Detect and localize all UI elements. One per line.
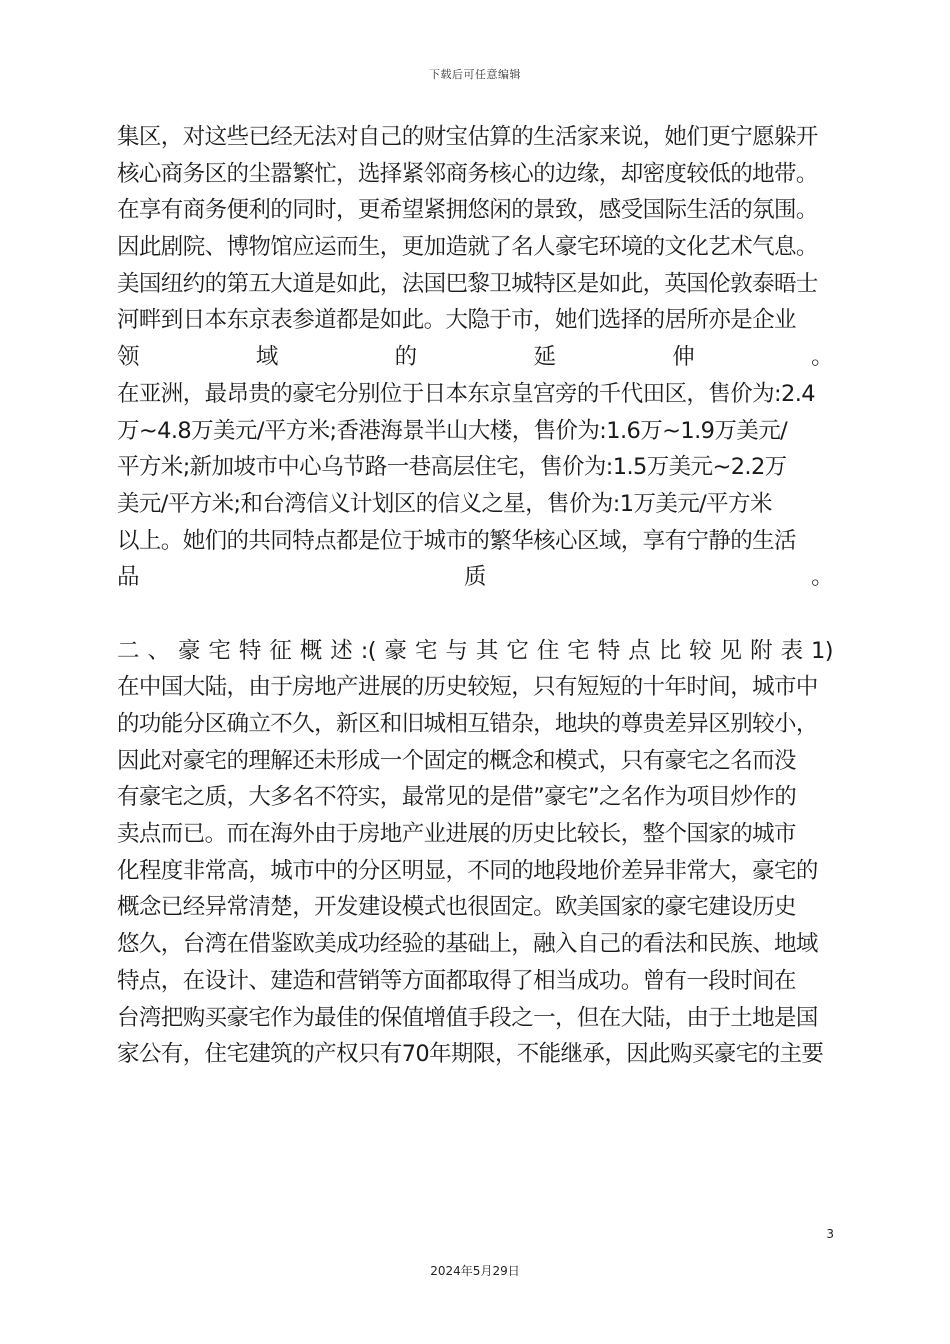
text-line: 在中国大陆，由于房地产进展的历史较短，只有短短的十年时间，城市中 [117,674,818,701]
footer-date: 2024年5月29日 [430,1264,520,1278]
spread-char: 域 [255,344,278,371]
page-number: 3 [826,1227,834,1241]
heading-char: 见 [719,637,742,664]
text-line: 以上。她们的共同特点都是位于城市的繁华核心区域，享有宁静的生活 [117,527,796,554]
heading-char: 、 [147,637,170,664]
section-heading [117,633,833,670]
heading-char: 附 [750,637,773,664]
spread-char: 。 [811,344,833,371]
heading-char: 点 [628,637,651,664]
text-line: 在亚洲，最昂贵的豪宅分别位于日本东京皇宫旁的千代田区，售价为:2.4 [117,380,815,407]
heading-char: 宅 [567,637,590,664]
spread-char: 。 [811,564,833,591]
spread-char: 的 [394,344,417,371]
text-line: 的功能分区确立不久，新区和旧城相互错杂，地块的尊贵差异区别较小， [117,711,818,737]
text-line: 卖点而已。而在海外由于房地产业进展的历史比较长，整个国家的城市 [117,821,796,848]
text-line: 有豪宅之质，大多名不符实，最常见的是借”豪宅”之名作为项目炒作的 [117,784,797,811]
heading-char: 概 [299,637,322,664]
paragraph-2 [117,376,833,596]
text-line: 集区，对这些已经无法对自己的财宝估算的生活家来说，她们更宁愿躲开 [117,124,818,150]
spread-char: 品 [117,564,139,591]
heading-char: 二 [117,637,139,664]
text-line: 美元/平方米;和台湾信义计划区的信义之星，售价为:1万美元/平方米 [117,490,772,517]
document-body [117,119,833,1073]
heading-char: 征 [269,637,292,664]
heading-char: 特 [238,637,261,664]
paragraph-3 [117,669,833,1073]
text-line: 因此对豪宅的理解还未形成一个固定的概念和模式，只有豪宅之名而没 [117,747,796,774]
heading-char: 1) [811,637,833,664]
blank-line [117,596,833,633]
text-line: 概念已经异常清楚，开发建设模式也很固定。欧美国家的豪宅建设历史 [117,894,796,921]
heading-char: :( [360,637,376,664]
heading-char: 它 [506,637,529,664]
heading-char: 其 [475,637,498,664]
text-line: 在享有商务便利的同时，更希望紧拥悠闲的景致，感受国际生活的氛围。 [117,197,818,224]
text-line: 悠久，台湾在借鉴欧美成功经验的基础上，融入自己的看法和民族、地域 [117,931,818,958]
text-line: 河畔到日本东京表参道都是如此。大隐于市，她们选择的居所亦是企业 [117,307,796,334]
spread-char: 伸 [672,344,695,371]
spread-char: 延 [533,344,556,371]
text-line: 万~4.8万美元/平方米;香港海景半山大楼，售价为:1.6万~1.9万美元/ [117,417,788,444]
heading-char: 较 [689,637,712,664]
text-line: 家公有，住宅建筑的产权只有70年期限，不能继承，因此购买豪宅的主要 [117,1041,824,1068]
heading-char: 比 [658,637,681,664]
text-line: 化程度非常高，城市中的分区明显，不同的地段地价差异非常大，豪宅的 [117,857,818,884]
justified-line [117,559,833,596]
justified-line [117,339,833,376]
text-line: 特点，在设计、建造和营销等方面都取得了相当成功。曾有一段时间在 [117,967,796,994]
page-header: 下载后可任意编辑 [429,68,521,81]
paragraph-1 [117,119,833,376]
heading-char: 宅 [208,637,231,664]
text-line: 核心商务区的尘嚣繁忙，选择紧邻商务核心的边缘，却密度较低的地带。 [117,160,818,187]
heading-char: 宅 [414,637,437,664]
heading-char: 表 [780,637,803,664]
heading-char: 豪 [384,637,407,664]
text-line: 美国纽约的第五大道是如此，法国巴黎卫城特区是如此，英国伦敦泰晤士 [117,270,818,297]
spread-char: 领 [117,344,139,371]
text-line: 台湾把购买豪宅作为最佳的保值增值手段之一，但在大陆，由于土地是国 [117,1004,818,1031]
text-line: 平方米;新加坡市中心乌节路一巷高层住宅，售价为:1.5万美元~2.2万 [117,454,787,481]
heading-char: 述 [330,637,353,664]
text-line: 因此剧院、博物馆应运而生，更加造就了名人豪宅环境的文化艺术气息。 [117,234,818,261]
heading-char: 豪 [177,637,200,664]
heading-char: 住 [536,637,559,664]
spread-char: 质 [464,564,486,591]
heading-char: 与 [445,637,468,664]
heading-char: 特 [597,637,620,664]
